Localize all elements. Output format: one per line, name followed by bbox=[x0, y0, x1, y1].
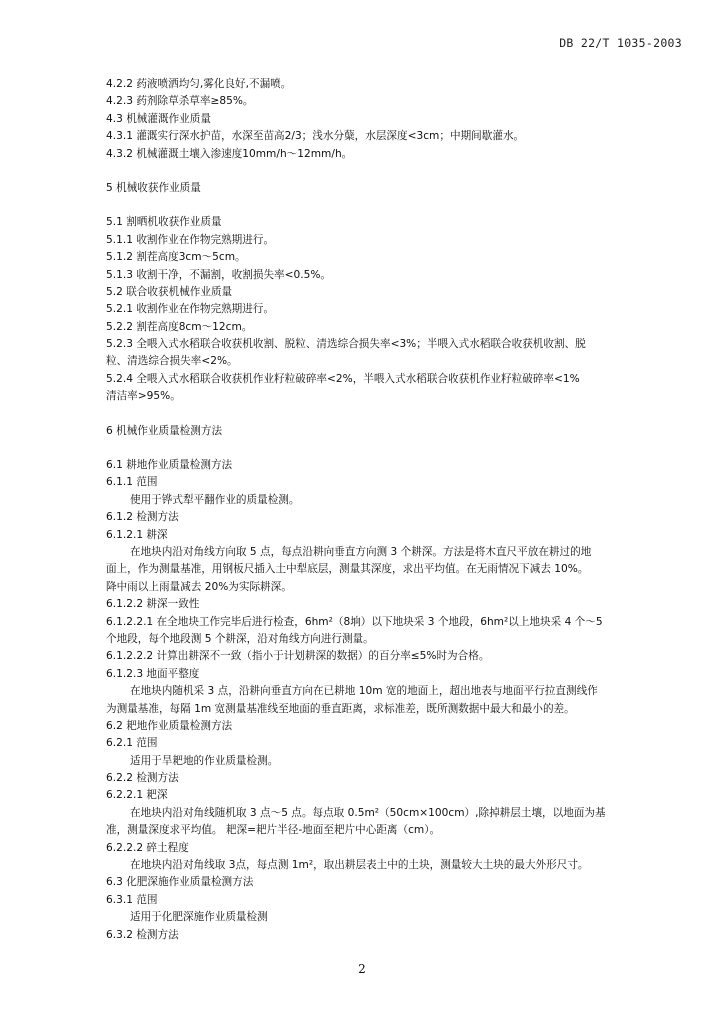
text-line: 4.2.2 药液喷洒均匀,雾化良好,不漏喷。 bbox=[106, 78, 292, 90]
text-line: 准，测量深度求平均值。 耙深=耙片半径-地面至耙片中心距离（cm）。 bbox=[106, 824, 441, 837]
text-line: 6.1.2.2.2 计算出耕深不一致（指小于计划耕深的数据）的百分率≤5%时为合格。 bbox=[106, 650, 490, 663]
document-body bbox=[106, 76, 686, 944]
blank-line bbox=[106, 197, 686, 214]
text-line: 6.1.2.3 地面平整度 bbox=[106, 667, 200, 680]
text-line: 在地块内沿对角线方向取 5 点，每点沿耕向垂直方向测 3 个耕深。方法是将木直尺平放在耕过的地 bbox=[130, 545, 592, 558]
text-line: 5.2 联合收获机械作业质量 bbox=[106, 285, 233, 298]
text-line: 在地块内沿对角线取 3点，每点测 1m²，取出耕层表土中的土块，测量较大土块的最大外形尺寸。 bbox=[130, 859, 589, 872]
text-line: 4.3 机械灌溉作业质量 bbox=[106, 112, 211, 125]
text-line: 6.3.1 范围 bbox=[106, 893, 158, 906]
text-line: 6.2.2.2 碎土程度 bbox=[106, 841, 189, 854]
text-line: 5.1.3 收割干净，不漏割，收割损失率<0.5%。 bbox=[106, 268, 332, 281]
text-line: 6.1.2.1 耕深 bbox=[106, 528, 168, 541]
text-line: 5.2.4 全喂入式水稻联合收获机作业籽粒破碎率<2%，半喂入式水稻联合收获机作业籽粒破碎率<1% bbox=[106, 372, 580, 385]
text-line: 个地段，每个地段测 5 个耕深，沿对角线方向进行测量。 bbox=[106, 632, 374, 645]
text-line: 为测量基准，每隔 1m 宽测量基准线至地面的垂直距离，求标准差，既所测数据中最大和最小的差。 bbox=[106, 702, 575, 715]
document-code-header: DB 22/T 1035-2003 bbox=[559, 36, 682, 50]
text-line: 在地块内随机采 3 点，沿耕向垂直方向在已耕地 10m 宽的地面上，超出地表与地面平行拉直测线作 bbox=[130, 685, 598, 698]
text-line: 6.2 耙地作业质量检测方法 bbox=[106, 719, 233, 732]
page-number: 2 bbox=[358, 962, 366, 976]
text-line: 使用于铧式犁平翻作业的质量检测。 bbox=[130, 493, 300, 506]
blank-line bbox=[106, 163, 686, 180]
text-line: 4.3.2 机械灌溉土壤入渗速度10mm/h～12mm/h。 bbox=[106, 147, 353, 160]
text-line: 5.2.2 割茬高度8cm～12cm。 bbox=[106, 320, 253, 333]
text-line: 6.1.2.2 耕深一致性 bbox=[106, 598, 200, 611]
text-line: 4.3.1 灌溉实行深水护苗，水深至苗高2/3；浅水分蘖，水层深度<3cm；中期间歇灌水。 bbox=[106, 130, 525, 143]
text-line: 清洁率>95%。 bbox=[106, 390, 181, 403]
text-line: 5.2.3 全喂入式水稻联合收获机收割、脱粒、清选综合损失率<3%；半喂入式水稻联合收获机收割、脱 bbox=[106, 338, 586, 351]
text-line: 6.2.2.1 耙深 bbox=[106, 789, 168, 802]
text-line: 6.1.1 范围 bbox=[106, 476, 158, 489]
text-line: 粒、清选综合损失率<2%。 bbox=[106, 355, 238, 368]
blank-line bbox=[106, 406, 686, 423]
text-line: 面上，作为测量基准，用钢板尺插入土中犁底层，测量其深度，求出平均值。在无雨情况下减去 10%。 bbox=[106, 563, 589, 576]
text-line: 4.2.3 药剂除草杀草率≥85%。 bbox=[106, 95, 254, 108]
text-line: 5 机械收获作业质量 bbox=[106, 181, 201, 194]
text-line: 适用于化肥深施作业质量检测 bbox=[130, 911, 268, 924]
text-line: 5.1.2 割茬高度3cm～5cm。 bbox=[106, 251, 246, 264]
text-line: 5.1.1 收割作业在作物完熟期进行。 bbox=[106, 233, 275, 246]
text-line: 降中雨以上雨量减去 20%为实际耕深。 bbox=[106, 580, 292, 593]
text-line: 6.3.2 检测方法 bbox=[106, 928, 179, 941]
text-line: 适用于旱耙地的作业质量检测。 bbox=[130, 754, 279, 767]
text-line: 6 机械作业质量检测方法 bbox=[106, 424, 223, 437]
text-line: 5.1 割晒机收获作业质量 bbox=[106, 216, 222, 229]
blank-line bbox=[106, 440, 686, 457]
text-line: 6.1.2 检测方法 bbox=[106, 511, 179, 524]
text-line: 5.2.1 收割作业在作物完熟期进行。 bbox=[106, 303, 275, 316]
text-line: 在地块内沿对角线随机取 3 点～5 点。每点取 0.5m²（50cm×100cm）,除掉耕层土壤，以地面为基 bbox=[130, 806, 606, 819]
text-line: 6.2.1 范围 bbox=[106, 737, 158, 750]
text-line: 6.3 化肥深施作业质量检测方法 bbox=[106, 876, 254, 889]
text-line: 6.1.2.2.1 在全地块工作完毕后进行检查，6hm²（8垧）以下地块采 3 个地段，6hm²以上地块采 4 个～5 bbox=[106, 615, 603, 628]
text-line: 6.1 耕地作业质量检测方法 bbox=[106, 459, 233, 472]
text-line: 6.2.2 检测方法 bbox=[106, 772, 179, 785]
